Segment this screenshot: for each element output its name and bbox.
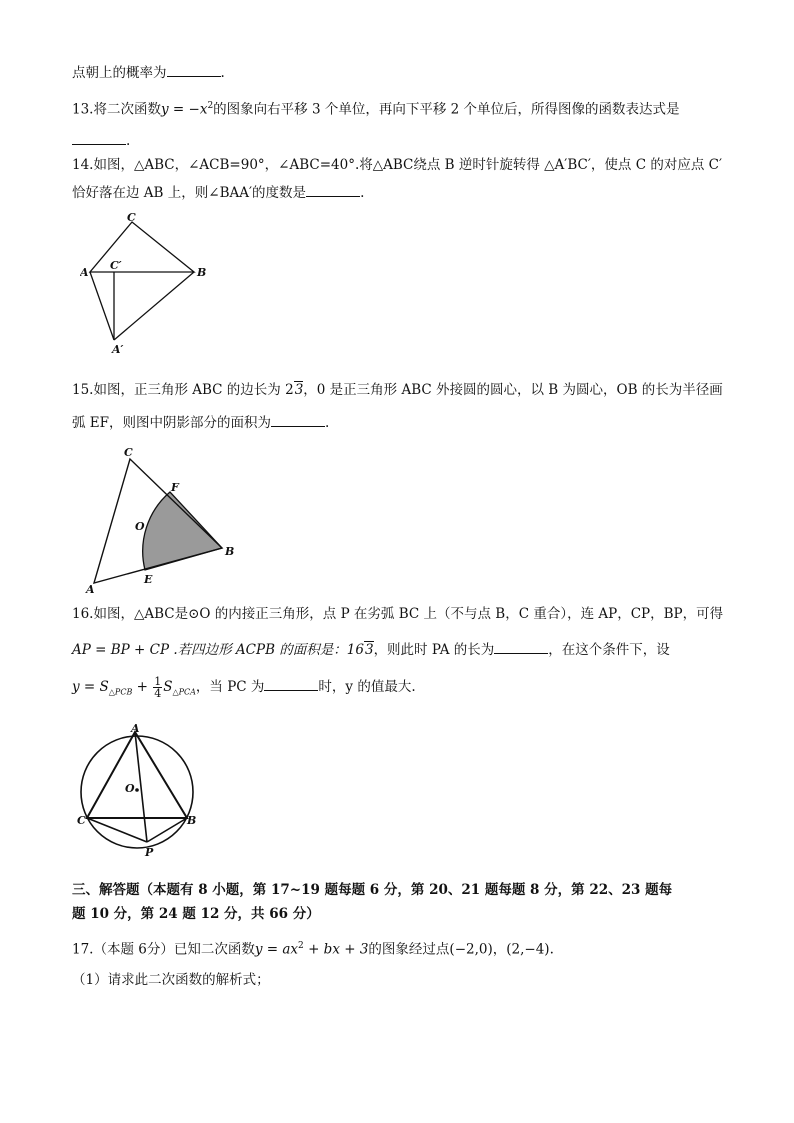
q14-label-b: B xyxy=(197,266,207,279)
q16-line2 xyxy=(72,639,670,660)
q13-answer-blank[interactable] xyxy=(72,130,126,145)
q15-label-b: B xyxy=(225,545,235,558)
q12-answer-blank[interactable] xyxy=(167,62,221,77)
q17-sub1-line xyxy=(72,970,270,990)
q14-label-a-prime: A′ xyxy=(112,343,124,355)
q16-label-o: O xyxy=(125,782,135,795)
q16-s2: S xyxy=(163,679,173,695)
q16-figure xyxy=(75,720,205,860)
q17-prefix: 17.（本题 6分）已知二次函数 xyxy=(72,941,255,958)
q16-text2a: AP = BP + CP .若四边形 ACPB 的面积是：16 xyxy=(72,642,364,658)
q14-figure xyxy=(80,210,220,355)
q15-figure xyxy=(80,445,250,595)
q16-text3c: 时，y 的值最大. xyxy=(318,679,416,695)
q14-label-c: C xyxy=(127,211,136,224)
q17-function: y = ax xyxy=(254,941,299,958)
q16-label-a: A xyxy=(131,722,140,735)
q17-end: . xyxy=(549,941,554,958)
q15-rest: ，0 是正三角形 ABC 外接圆的圆心，以 B 为圆心，OB 的长为半径画 xyxy=(303,382,723,398)
q12-text: 点朝上的概率为 xyxy=(72,65,167,81)
q16-frac-den: 4 xyxy=(154,687,162,700)
q13-line1 xyxy=(72,96,680,120)
q13-exponent: 2 xyxy=(207,101,214,111)
q14-text2: 恰好落在边 AB 上，则∠BAA′的度数是 xyxy=(72,185,307,201)
q15-answer-blank[interactable] xyxy=(271,412,325,427)
q16-label-c: C xyxy=(77,814,86,827)
q14-segment-a-prime-b xyxy=(114,272,194,340)
q14-segment-a-a-prime xyxy=(90,272,114,340)
q15-label-f: F xyxy=(171,481,179,494)
q17-function-rest: + bx + 3 xyxy=(303,941,369,958)
q16-text3b: ，当 PC 为 xyxy=(195,679,265,695)
q15-label-e: E xyxy=(144,573,153,586)
q16-line1 xyxy=(72,604,723,624)
q14-label-c-prime: C′ xyxy=(110,259,122,272)
q15-prefix: 15.如图，正三角形 ABC 的边长为 2 xyxy=(72,382,294,398)
q13-rest: 的图象向右平移 3 个单位，再向下平移 2 个单位后，所得图像的函数表达式是 xyxy=(213,101,680,118)
q14-label-a: A xyxy=(80,266,89,279)
section3-heading-line2 xyxy=(72,904,320,924)
q14-text: 14.如图，△ABC，∠ACB=90°，∠ABC=40°.将△ABC绕点 B 逆时针旋转得 △A′BC′，使点 C 的对应点 C′ xyxy=(72,157,723,173)
q16-frac-num: 1 xyxy=(154,675,162,688)
q13-line2 xyxy=(72,130,130,151)
q15-label-o: O xyxy=(135,520,145,533)
section3-heading-text1: 三、解答题（本题有 8 小题，第 17~19 题每题 6 分，第 20、21 题每题 8 分，第 22、23 题每 xyxy=(72,882,673,898)
q16-sqrt: 3 xyxy=(364,642,374,658)
q14-triangle-abc xyxy=(90,222,194,272)
q15-text2: 弧 EF，则图中阴影部分的面积为 xyxy=(72,415,272,431)
q15-sqrt: 3 xyxy=(294,382,304,398)
q15-label-c: C xyxy=(124,446,133,459)
q16-text2b: ，则此时 PA 的长为 xyxy=(373,642,495,658)
q16-label-b: B xyxy=(187,814,197,827)
q15-end: . xyxy=(325,415,330,431)
q12-end: . xyxy=(220,65,225,81)
q17-exponent: 2 xyxy=(298,941,304,951)
q16-line3 xyxy=(72,676,416,703)
section3-heading-line1 xyxy=(72,880,672,900)
q15-line2 xyxy=(72,412,329,433)
q16-answer-blank-pa[interactable] xyxy=(494,639,548,654)
q17-line1 xyxy=(72,936,554,960)
q16-sub-pcb: △PCB xyxy=(108,687,133,697)
q16-plus: + xyxy=(132,679,153,695)
section3-heading-text2: 题 10 分，第 24 题 12 分，共 66 分） xyxy=(72,906,320,922)
q16-text2c: ，在这个条件下，设 xyxy=(548,642,670,658)
q14-line1 xyxy=(72,155,722,175)
q17-text: 的图象经过点 xyxy=(368,941,450,958)
q13-function: y = −x xyxy=(160,101,208,118)
q16-y-s: y = S xyxy=(72,679,109,695)
q16-answer-blank-pc[interactable] xyxy=(264,676,318,691)
q15-line1 xyxy=(72,380,723,400)
q16-text1: 16.如图，△ABC是⊙O 的内接正三角形，点 P 在劣弧 BC 上（不与点 B，C 重合），连 AP，CP，BP，可得 xyxy=(72,606,724,622)
q15-label-a: A xyxy=(86,583,95,595)
q14-line2 xyxy=(72,182,364,203)
q14-end: . xyxy=(360,185,365,201)
q13-prefix: 13.将二次函数 xyxy=(72,101,161,118)
q17-sub1-text: （1）请求此二次函数的解析式； xyxy=(72,972,270,988)
q13-end: . xyxy=(126,133,131,149)
q16-center-dot xyxy=(135,788,139,792)
q12-line xyxy=(72,62,225,83)
q16-fraction xyxy=(153,676,162,699)
q16-label-p: P xyxy=(145,846,154,859)
q17-points: (−2,0)，(2,−4) xyxy=(449,941,550,958)
q16-sub-pca: △PCA xyxy=(172,687,196,697)
q14-answer-blank[interactable] xyxy=(306,182,360,197)
